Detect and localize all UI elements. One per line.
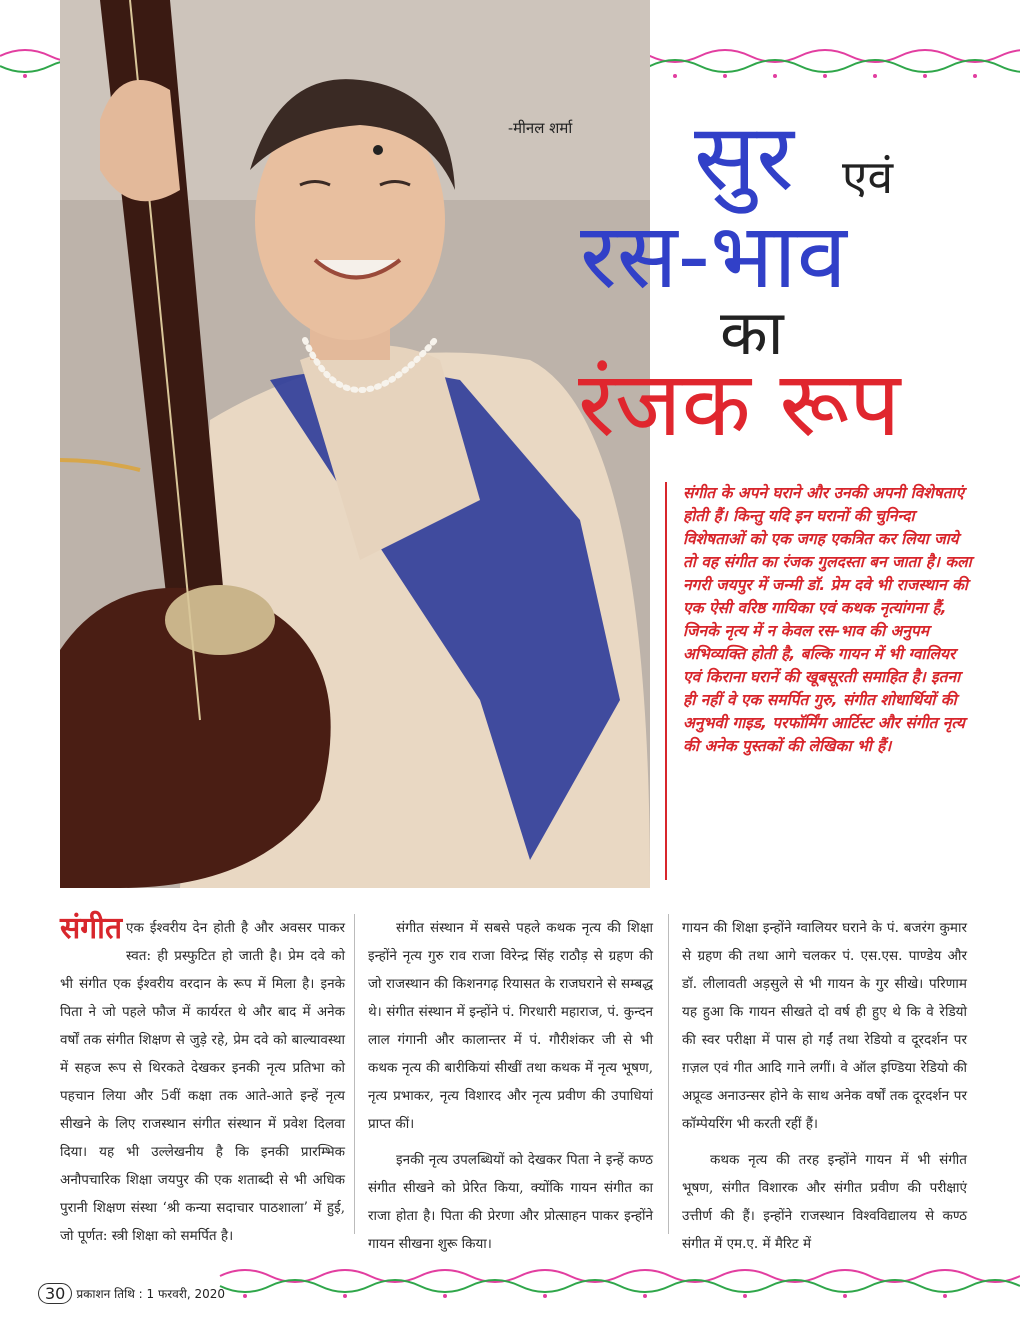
- column-divider: [668, 914, 669, 1234]
- page-number: 30: [38, 1283, 72, 1304]
- publication-date: प्रकाशन तिथि : 1 फरवरी, 2020: [76, 1286, 226, 1301]
- column3-paragraph-2: कथक नृत्य की तरह इन्होंने गायन में भी संगीत भूषण, संगीत विशारक और संगीत प्रवीण की परीक्षाएं उत्तीर्ण की हैं। इन्होंने राजस्थान विश्वविद्यालय से कण्ठ संगीत में एम.ए. में मैरिट में: [682, 1152, 967, 1252]
- headline-sur: सुर: [694, 104, 794, 211]
- headline-evam: एवं: [842, 150, 894, 204]
- column2-paragraph-1: संगीत संस्थान में सबसे पहले कथक नृत्य की शिक्षा इन्होंने नृत्य गुरु राव राजा विरेन्द्र सिंह राठौड़ से ग्रहण की जो राजस्थान की किशनगढ़ रियासत के राजघराने से सम्बद्ध थे। संगीत संस्थान में इन्होंने पं. गिरधारी महाराज, पं. कुन्दन लाल गंगानी और कालान्तर में पं. गौरीशंकर जी से भी कथक नृत्य की बारीकियां सीखीं तथा कथक में नृत्य भूषण, नृत्य प्रभाकर, नृत्य विशारद और नृत्य प्रवीण की उपाधियां प्राप्त कीं।: [368, 920, 653, 1132]
- dropcap-word: संगीत: [60, 911, 123, 946]
- author-byline: -मीनल शर्मा: [508, 119, 573, 137]
- page-footer: [38, 1280, 225, 1306]
- column-divider: [354, 914, 355, 1234]
- headline-ras-bhav: रस-भाव: [580, 204, 847, 309]
- column1-paragraph: एक ईश्वरीय देन होती है और अवसर पाकर स्वत: ही प्रस्फुटित हो जाती है। प्रेम दवे को भी संगीत एक ईश्वरीय वरदान के रूप में मिला है। इनके पिता ने जो पहले फौज में कार्यरत थे और बाद में अनेक वर्षों तक संगीत शिक्षण से जुड़े रहे, प्रेम दवे को बाल्यावस्था में सहज रूप से थिरकते देखकर इनकी नृत्य प्रतिभा को पहचान लिया और 5वीं कक्षा तक आते-आते इन्हें नृत्य सीखने के लिए राजस्थान संगीत संस्थान में प्रवेश दिलवा दिया। यह भी उल्लेखनीय है कि इनकी प्रारम्भिक अनौपचारिक शिक्षा जयपुर की एक शताब्दी से भी अधिक पुरानी शिक्षण संस्था ‘श्री कन्या सदाचार पाठशाला’ में हुई, जो पूर्णत: स्त्री शिक्षा को समर्पित है।: [60, 920, 345, 1244]
- headline-ranjak-roop: रंजक रूप: [578, 352, 901, 457]
- article-column-3: [682, 914, 967, 1258]
- intro-divider: [665, 482, 667, 880]
- column2-paragraph-2: इनकी नृत्य उपलब्धियों को देखकर पिता ने इन्हें कण्ठ संगीत सीखने को प्रेरित किया, क्योंकि गायन संगीत का राजा होता है। पिता की प्रेरणा और प्रोत्साहन पाकर इन्होंने गायन सीखना शुरू किया।: [368, 1152, 653, 1252]
- column3-paragraph-1: गायन की शिक्षा इन्होंने ग्वालियर घराने के पं. बजरंग कुमार से ग्रहण की तथा आगे चलकर पं. एस.एस. पाण्डेय और डॉ. लीलावती अड़सुले से भी गायन के गुर सीखे। परिणाम यह हुआ कि गायन सीखते दो वर्ष ही हुए थे कि वे रेडियो की स्वर परीक्षा में पास हो गईं तथा रेडियो व दूरदर्शन पर ग़ज़ल एवं गीत आदि गाने लगीं। वे ऑल इण्डिया रेडियो की अप्रूव्ड अनाउन्सर होने के साथ अनेक वर्षों तक दूरदर्शन पर कॉम्पेयरिंग भी करती रहीं हैं।: [682, 920, 967, 1132]
- headline-ka: का: [720, 296, 784, 369]
- article-column-1: [60, 911, 345, 1250]
- intro-paragraph: संगीत के अपने घराने और उनकी अपनी विशेषताएं होती हैं। किन्तु यदि इन घरानों की चुनिन्दा विशेषताओं को एक जगह एकत्रित कर लिया जाये तो वह संगीत का रंजक गुलदस्ता बन जाता है। कला नगरी जयपुर में जन्मी डॉ. प्रेम दवे भी राजस्थान की एक ऐसी वरिष्ठ गायिका एवं कथक नृत्यांगना हैं, जिनके नृत्य में न केवल रस-भाव की अनुपम अभिव्यक्ति होती है, बल्कि गायन में भी ग्वालियर एवं किराना घरानें की खूबसूरती समाहित है। इतना ही नहीं वे एक समर्पित गुरु, संगीत शोधार्थियों की अनुभवी गाइड, परफॉर्मिंग आर्टिस्ट और संगीत नृत्य की अनेक पुस्तकों की लेखिका भी हैं।: [683, 484, 972, 755]
- article-column-2: [368, 914, 653, 1258]
- portrait-photo: [60, 0, 650, 888]
